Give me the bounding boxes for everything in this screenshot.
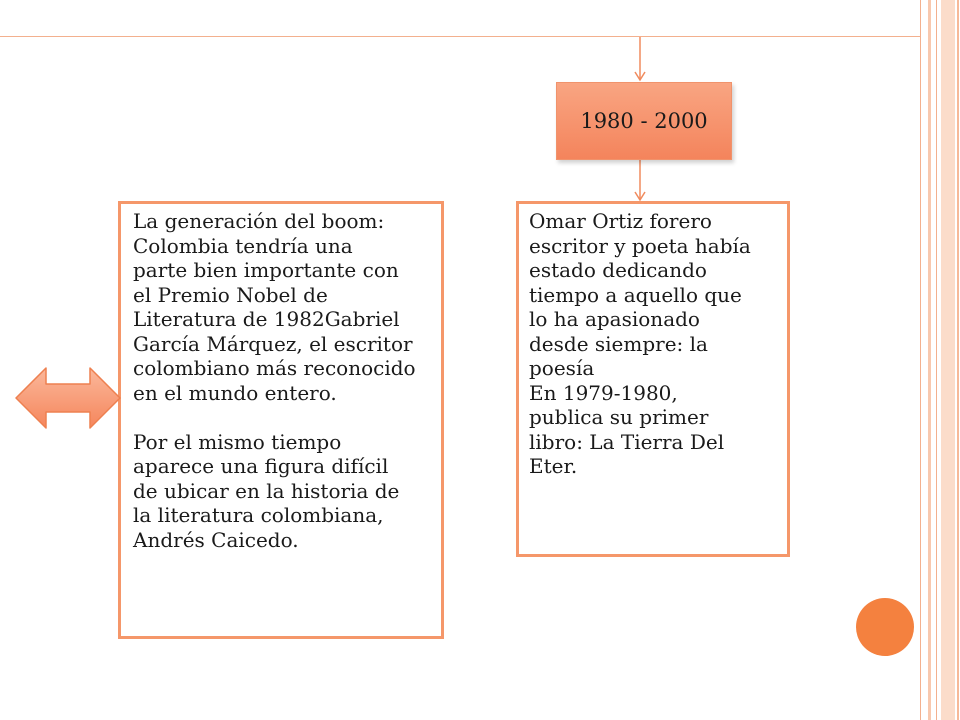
text-line: Colombia tendría una: [133, 233, 353, 258]
omar-ortiz-box: [516, 201, 790, 557]
timeline-year-label: 1980 - 2000: [580, 109, 708, 133]
text-line: tiempo a aquello que: [529, 282, 742, 307]
text-line: colombiano más reconocido: [133, 356, 416, 380]
text-line: de ubicar en la historia de: [133, 478, 400, 503]
text-line: desde siempre: la: [529, 331, 708, 356]
double-arrow-shape: [16, 368, 120, 428]
text-line: Por el mismo tiempo: [133, 429, 342, 454]
text-line: La generación del boom:: [133, 209, 385, 233]
frame-line-2: [928, 0, 931, 720]
text-line: libro: La Tierra Del: [529, 429, 725, 454]
text-line: estado dedicando: [529, 258, 707, 282]
text-line: En 1979-1980,: [529, 380, 678, 405]
boom-generation-box: [118, 201, 444, 639]
frame-line-3: [936, 0, 937, 720]
text-line: lo ha apasionado: [529, 307, 700, 331]
text-line: publica su primer: [529, 405, 709, 429]
timeline-year-box: [556, 82, 732, 160]
text-line: parte bien importante con: [133, 258, 399, 282]
frame-band: [941, 0, 955, 720]
text-line: Omar Ortiz forero: [529, 209, 712, 233]
text-line: poesía: [529, 356, 595, 380]
decorative-circle: [856, 598, 914, 656]
ortiz-paragraph: [529, 209, 781, 479]
text-line: García Márquez, el escritor: [133, 331, 413, 356]
text-line: Andrés Caicedo.: [133, 527, 299, 552]
arrowhead-top: [635, 72, 645, 80]
frame-line-4: [957, 0, 959, 720]
text-line: la literatura colombiana,: [133, 503, 384, 527]
text-line: el Premio Nobel de: [133, 282, 328, 307]
caicedo-paragraph: [133, 430, 435, 553]
text-line: Eter.: [529, 454, 578, 478]
arrowhead-middle: [635, 192, 645, 200]
text-line: escritor y poeta había: [529, 233, 751, 258]
text-line: en el mundo entero.: [133, 380, 337, 405]
frame-line-1: [920, 0, 921, 720]
text-line: Literatura de 1982Gabriel: [133, 307, 400, 331]
text-line: aparece una figura difícil: [133, 454, 389, 478]
boom-paragraph: [133, 209, 435, 405]
top-divider-line: [0, 36, 920, 37]
left-right-arrow-icon: [14, 364, 122, 432]
